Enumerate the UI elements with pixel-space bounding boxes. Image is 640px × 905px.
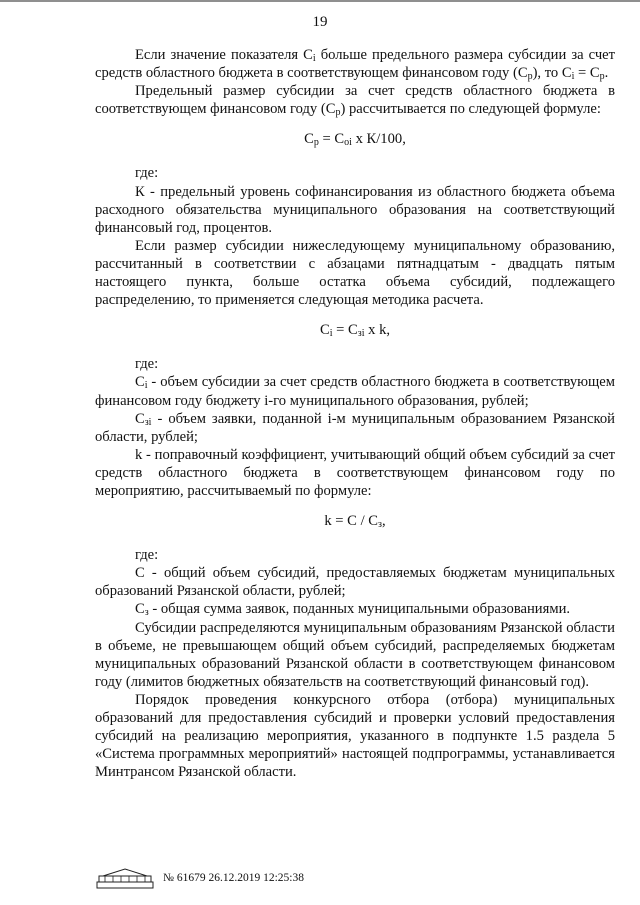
body-paragraph: k - поправочный коэффициент, учитывающий общий объем субсидий за счет средств областного бюджета в соответствующем финансовом году по мероприятию, рассчитываемый по формуле: xyxy=(95,446,615,499)
body-paragraph: $С_з$ - общая сумма заявок, поданных муниципальными образованиями. xyxy=(135,601,571,619)
page-number: 19 xyxy=(312,14,328,30)
body-paragraph: $С_i$ - объем субсидии за счет средств областного бюджета в соответствующем финансовом году бюджету i-го муниципального образования, рублей; xyxy=(95,374,615,409)
document-body xyxy=(95,46,615,781)
formula: $С_р = С_{оi}$ х К/100, xyxy=(304,131,406,149)
body-paragraph: Если значение показателя $С_i$ больше предельного размера субсидии за счет средств областного бюджета в соответствующем финансовом году $(С_р)$, то $С_i = С_р$. xyxy=(95,47,616,83)
body-paragraph: Субсидии распределяются муниципальным образованиям Рязанской области в объеме, не превышающем общий объем субсидий, распределяемых бюджетам муниципальных образований Рязанской области в соответствующем финансовом году (лимитов бюджетных обязательств на соответствующий финансовый год). xyxy=(95,619,615,690)
document-footer xyxy=(95,867,304,889)
registration-stamp: № 61679 26.12.2019 12:25:38 xyxy=(163,872,304,884)
formula: $С_i = С_{зi}$ х k, xyxy=(319,322,391,340)
formula: $k = С / С_з$, xyxy=(324,513,386,531)
where-label: где: xyxy=(135,165,159,182)
body-paragraph: К - предельный уровень софинансирования из областного бюджета объема расходного обязательства муниципального образования на соответствующий финансовый год, процентов. xyxy=(95,183,615,236)
government-building-logo-icon xyxy=(95,867,155,889)
scan-top-edge xyxy=(0,0,640,10)
body-paragraph: Порядок проведения конкурсного отбора (отбора) муниципальных образований для предоставления субсидий и проверки условий предоставления субсидий на реализацию мероприятия, указанного в подпункте 1.5 раздела 5 «Система программных мероприятий» настоящей подпрограммы, устанавливается Минтрансом Рязанской области. xyxy=(95,691,615,781)
body-paragraph: Если размер субсидии нижеследующему муниципальному образованию, рассчитанный в соответствии с абзацами пятнадцатым - двадцать пятым настоящего пункта, больше остатка объема субсидий, подлежащего распределению, то применяется следующая методика расчета. xyxy=(95,237,615,309)
body-paragraph: Предельный размер субсидии за счет средств областного бюджета в соответствующем финансовом году $(С_р)$ рассчитывается по следующей формуле: xyxy=(95,83,615,119)
where-label: где: xyxy=(135,356,159,373)
where-label: где: xyxy=(135,547,159,564)
body-paragraph: С - общий объем субсидий, предоставляемых бюджетам муниципальных образований Рязанской области, рублей; xyxy=(95,565,615,600)
body-paragraph: $С_{зi}$ - объем заявки, поданной i-м муниципальным образованием Рязанской области, рублей; xyxy=(95,410,615,445)
